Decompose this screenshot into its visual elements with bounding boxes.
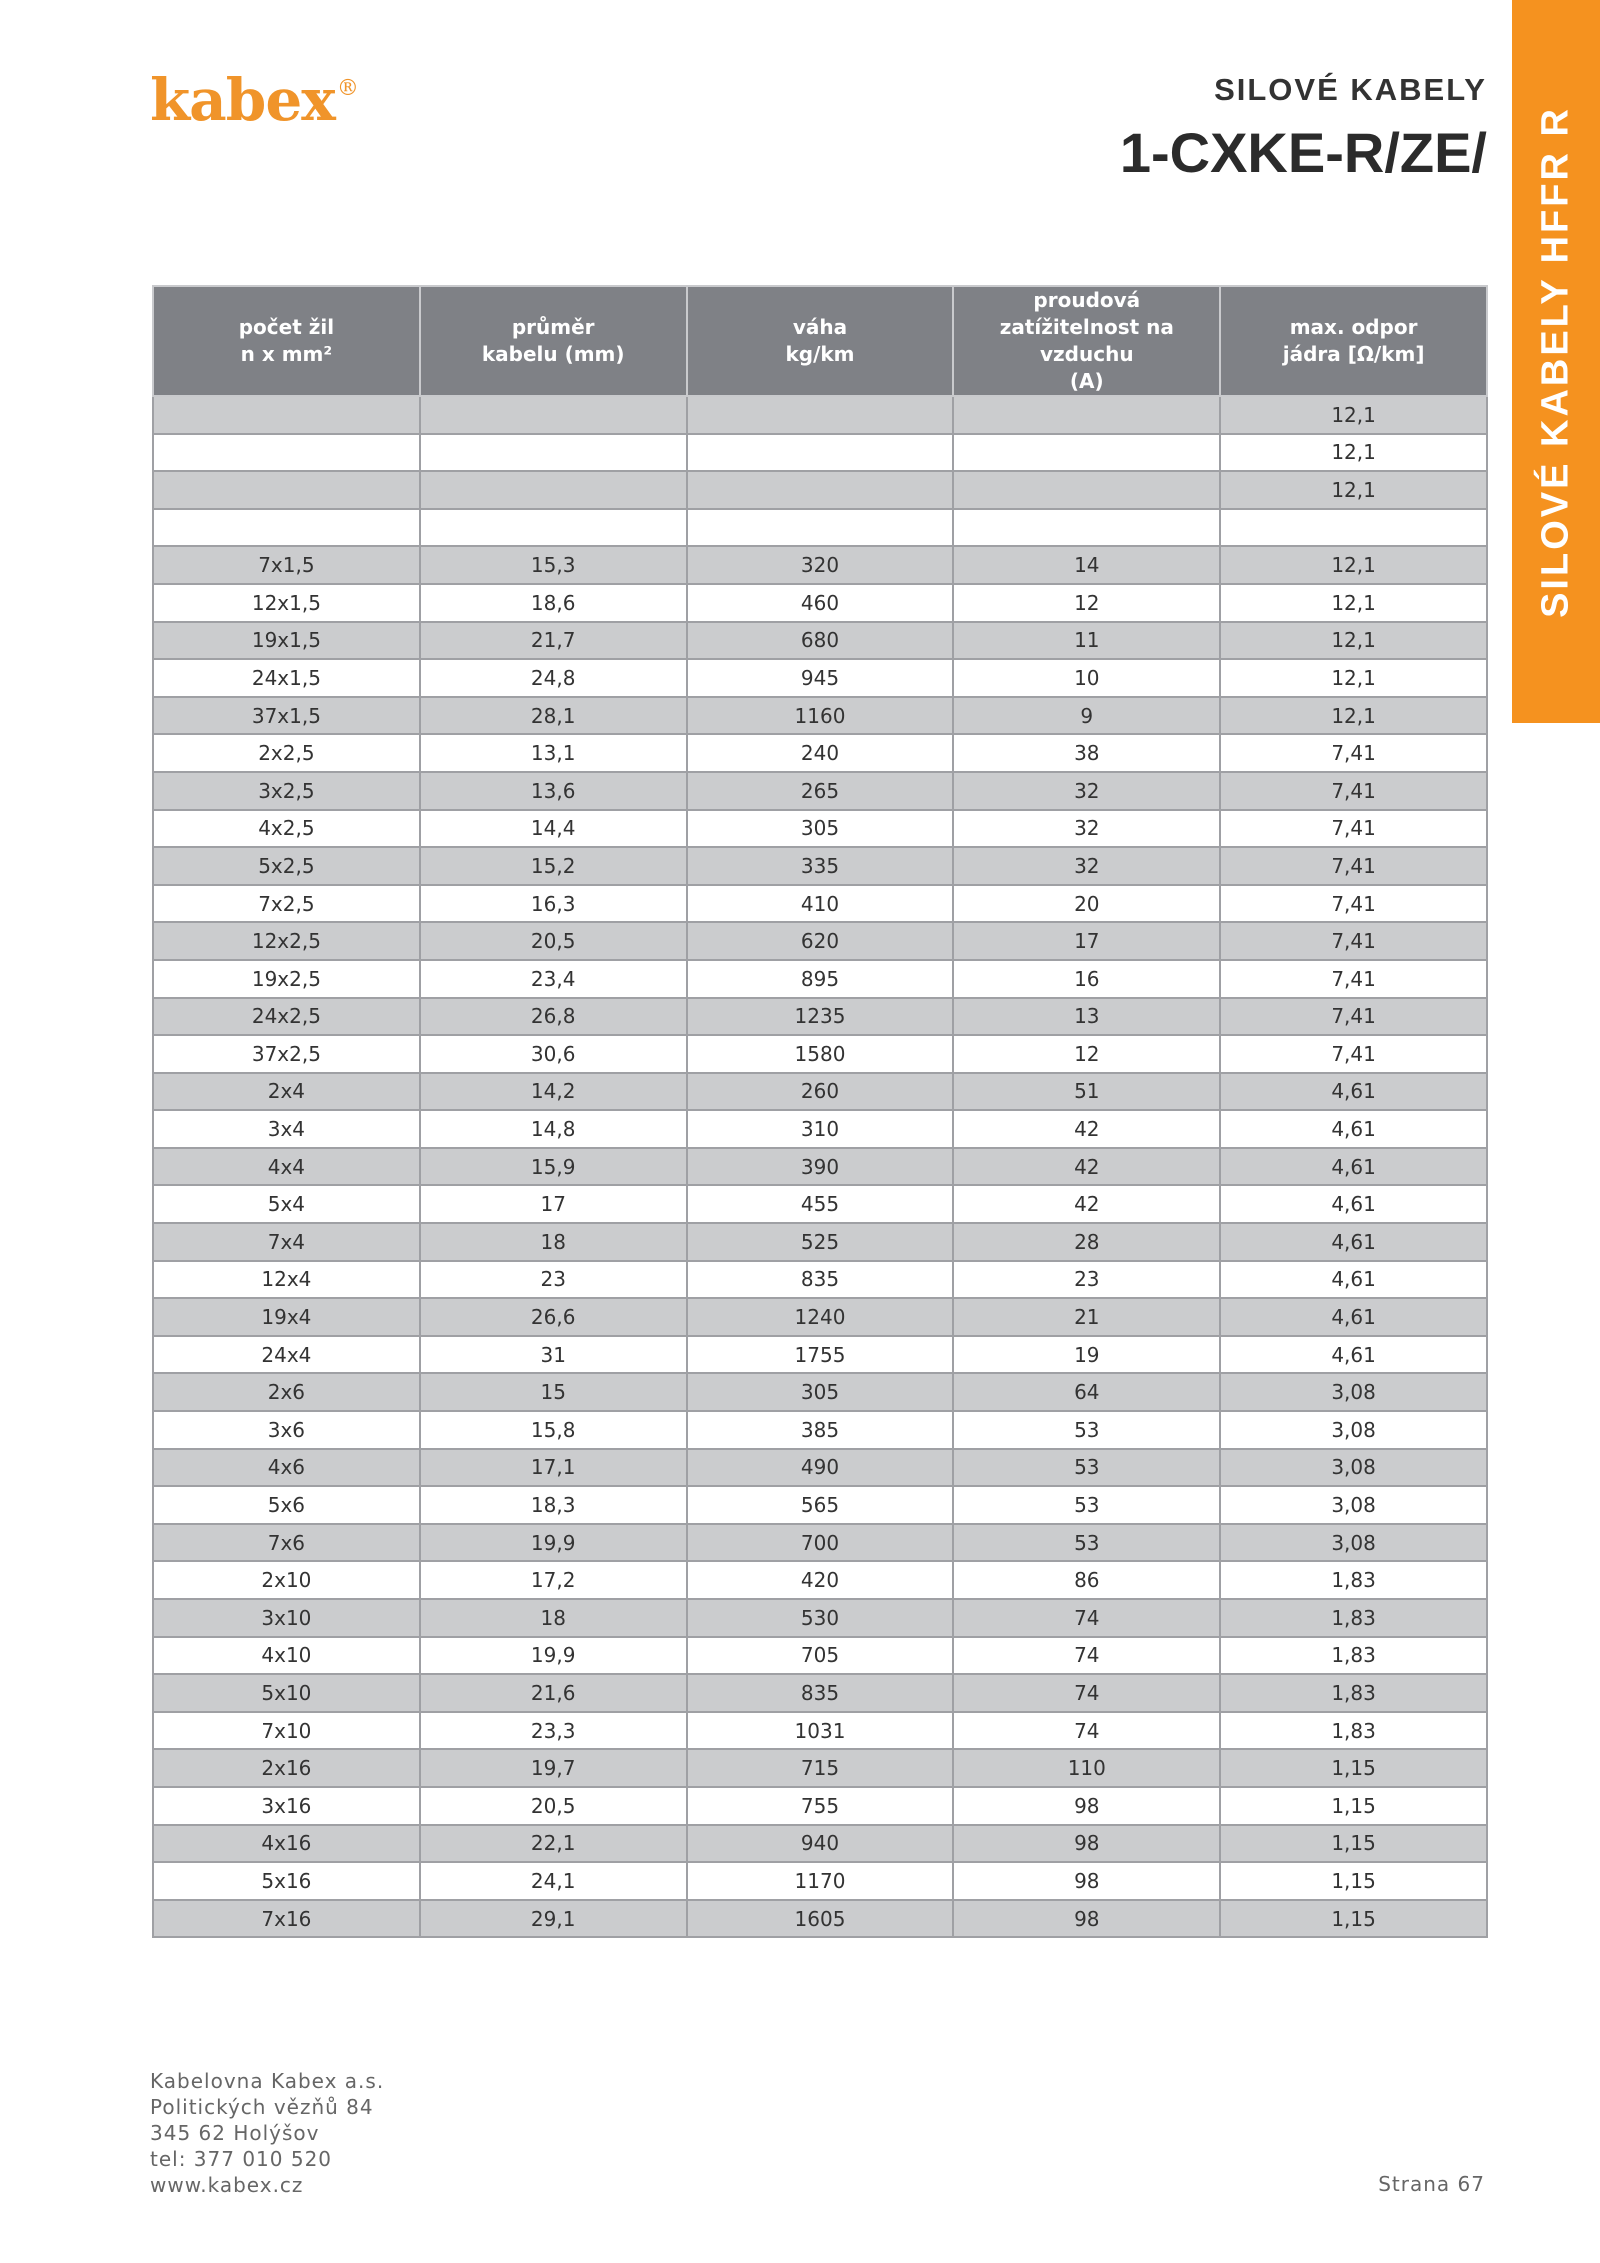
table-row xyxy=(153,1561,1487,1599)
cell-resistance: 4,61 xyxy=(1220,1110,1487,1148)
cell-current: 53 xyxy=(953,1524,1220,1562)
cell-diameter: 15,9 xyxy=(420,1148,687,1186)
table-row xyxy=(153,1449,1487,1487)
cell-current: 23 xyxy=(953,1261,1220,1299)
cell-diameter: 18,6 xyxy=(420,584,687,622)
cell-cores: 2x10 xyxy=(153,1561,420,1599)
cell-weight: 460 xyxy=(687,584,954,622)
cell-cores: 24x4 xyxy=(153,1336,420,1374)
footer-city: 345 62 Holýšov xyxy=(150,2121,320,2145)
cell-resistance: 3,08 xyxy=(1220,1486,1487,1524)
cell-diameter: 18,3 xyxy=(420,1486,687,1524)
table-row xyxy=(153,960,1487,998)
cell-current: 110 xyxy=(953,1749,1220,1787)
header-resistance: max. odpor jádra [Ω/km] xyxy=(1220,286,1487,396)
cell-current: 13 xyxy=(953,998,1220,1036)
cell-weight: 680 xyxy=(687,622,954,660)
cell-resistance: 1,83 xyxy=(1220,1637,1487,1675)
cell-weight: 620 xyxy=(687,922,954,960)
table-header-row xyxy=(153,286,1487,396)
cell-current: 98 xyxy=(953,1825,1220,1863)
cell-weight: 420 xyxy=(687,1561,954,1599)
cell-weight: 1580 xyxy=(687,1035,954,1073)
cell-weight: 260 xyxy=(687,1073,954,1111)
cell-cores: 7x16 xyxy=(153,1900,420,1938)
cell-cores: 7x6 xyxy=(153,1524,420,1562)
cell-diameter: 23 xyxy=(420,1261,687,1299)
header-cores: počet žil n x mm² xyxy=(153,286,420,396)
table-row xyxy=(153,1298,1487,1336)
cell-cores: 24x2,5 xyxy=(153,998,420,1036)
cell-cores: 24x1,5 xyxy=(153,659,420,697)
cell-resistance: 3,08 xyxy=(1220,1449,1487,1487)
cell-cores: 19x4 xyxy=(153,1298,420,1336)
cell-diameter: 21,7 xyxy=(420,622,687,660)
cell-resistance: 12,1 xyxy=(1220,434,1487,472)
cell-cores: 3x2,5 xyxy=(153,772,420,810)
cell-diameter: 19,9 xyxy=(420,1637,687,1675)
cell-weight: 490 xyxy=(687,1449,954,1487)
header-weight: váha kg/km xyxy=(687,286,954,396)
cell-current: 74 xyxy=(953,1637,1220,1675)
cell-weight: 240 xyxy=(687,734,954,772)
cell-resistance: 12,1 xyxy=(1220,396,1487,434)
cell-cores: 37x1,5 xyxy=(153,697,420,735)
footer-phone: tel: 377 010 520 xyxy=(150,2147,333,2171)
cell-diameter: 22,1 xyxy=(420,1825,687,1863)
cell-cores: 5x6 xyxy=(153,1486,420,1524)
cell-resistance: 12,1 xyxy=(1220,584,1487,622)
cell-weight: 755 xyxy=(687,1787,954,1825)
cell-diameter: 18 xyxy=(420,1223,687,1261)
cell-weight xyxy=(687,471,954,509)
cell-resistance: 7,41 xyxy=(1220,960,1487,998)
table-row xyxy=(153,396,1487,434)
cell-resistance: 1,15 xyxy=(1220,1749,1487,1787)
product-title: 1-CXKE-R/ZE/ xyxy=(1119,121,1487,184)
cell-current xyxy=(953,509,1220,547)
cell-current: 32 xyxy=(953,847,1220,885)
cell-cores: 4x6 xyxy=(153,1449,420,1487)
cell-resistance: 7,41 xyxy=(1220,998,1487,1036)
cell-diameter: 13,1 xyxy=(420,734,687,772)
cell-cores: 12x1,5 xyxy=(153,584,420,622)
cell-resistance: 12,1 xyxy=(1220,659,1487,697)
cell-weight: 305 xyxy=(687,810,954,848)
cell-current: 14 xyxy=(953,546,1220,584)
cell-resistance: 12,1 xyxy=(1220,697,1487,735)
cell-cores: 5x4 xyxy=(153,1185,420,1223)
logo-text: kabex xyxy=(150,66,335,134)
cell-cores: 2x6 xyxy=(153,1373,420,1411)
table-row xyxy=(153,1373,1487,1411)
table-row xyxy=(153,1524,1487,1562)
cell-cores: 5x2,5 xyxy=(153,847,420,885)
cell-diameter xyxy=(420,396,687,434)
table-row xyxy=(153,1110,1487,1148)
cell-resistance: 1,15 xyxy=(1220,1862,1487,1900)
table-row xyxy=(153,1073,1487,1111)
cell-current: 86 xyxy=(953,1561,1220,1599)
cell-resistance: 12,1 xyxy=(1220,471,1487,509)
footer-company: Kabelovna Kabex a.s. xyxy=(150,2069,385,2093)
cell-resistance: 7,41 xyxy=(1220,847,1487,885)
cell-weight: 1235 xyxy=(687,998,954,1036)
cell-cores: 19x2,5 xyxy=(153,960,420,998)
cell-current: 17 xyxy=(953,922,1220,960)
cell-weight: 705 xyxy=(687,1637,954,1675)
cell-diameter: 19,7 xyxy=(420,1749,687,1787)
table-row xyxy=(153,659,1487,697)
cell-weight: 1240 xyxy=(687,1298,954,1336)
cell-resistance: 4,61 xyxy=(1220,1298,1487,1336)
cell-resistance: 7,41 xyxy=(1220,922,1487,960)
table-row xyxy=(153,810,1487,848)
cell-diameter: 17,2 xyxy=(420,1561,687,1599)
table-row xyxy=(153,1825,1487,1863)
table-row xyxy=(153,509,1487,547)
cell-current: 74 xyxy=(953,1712,1220,1750)
cell-diameter: 15,2 xyxy=(420,847,687,885)
cell-resistance: 1,15 xyxy=(1220,1825,1487,1863)
cell-weight: 305 xyxy=(687,1373,954,1411)
table-row xyxy=(153,1486,1487,1524)
cell-diameter: 21,6 xyxy=(420,1674,687,1712)
cell-diameter: 16,3 xyxy=(420,885,687,923)
cell-diameter: 14,2 xyxy=(420,1073,687,1111)
cell-resistance xyxy=(1220,509,1487,547)
footer-web[interactable]: www.kabex.cz xyxy=(150,2173,304,2197)
table-row xyxy=(153,471,1487,509)
cell-current: 28 xyxy=(953,1223,1220,1261)
cell-current: 9 xyxy=(953,697,1220,735)
cell-cores xyxy=(153,471,420,509)
table-row xyxy=(153,1712,1487,1750)
side-tab xyxy=(1512,0,1600,723)
table-row xyxy=(153,434,1487,472)
cell-diameter: 23,3 xyxy=(420,1712,687,1750)
cell-weight: 565 xyxy=(687,1486,954,1524)
cell-diameter: 26,6 xyxy=(420,1298,687,1336)
cell-diameter: 31 xyxy=(420,1336,687,1374)
table-row xyxy=(153,1035,1487,1073)
cell-resistance: 1,15 xyxy=(1220,1900,1487,1938)
cell-diameter: 15,3 xyxy=(420,546,687,584)
cell-diameter: 17,1 xyxy=(420,1449,687,1487)
cell-resistance: 4,61 xyxy=(1220,1261,1487,1299)
cell-resistance: 7,41 xyxy=(1220,772,1487,810)
cell-weight xyxy=(687,434,954,472)
cell-diameter xyxy=(420,471,687,509)
cell-cores: 7x2,5 xyxy=(153,885,420,923)
table-row xyxy=(153,998,1487,1036)
cell-cores: 4x4 xyxy=(153,1148,420,1186)
cell-diameter: 26,8 xyxy=(420,998,687,1036)
cell-diameter: 15 xyxy=(420,1373,687,1411)
cell-weight: 835 xyxy=(687,1674,954,1712)
cell-resistance: 1,83 xyxy=(1220,1712,1487,1750)
cell-current: 12 xyxy=(953,584,1220,622)
cell-current: 11 xyxy=(953,622,1220,660)
cell-resistance: 7,41 xyxy=(1220,885,1487,923)
cell-cores: 3x10 xyxy=(153,1599,420,1637)
table-row xyxy=(153,546,1487,584)
table-row xyxy=(153,1674,1487,1712)
registered-mark: ® xyxy=(336,76,358,101)
cell-diameter: 28,1 xyxy=(420,697,687,735)
cell-weight: 335 xyxy=(687,847,954,885)
cell-current xyxy=(953,396,1220,434)
cell-resistance: 1,15 xyxy=(1220,1787,1487,1825)
cell-cores: 12x4 xyxy=(153,1261,420,1299)
cell-cores: 5x10 xyxy=(153,1674,420,1712)
cell-resistance: 7,41 xyxy=(1220,734,1487,772)
cell-weight: 835 xyxy=(687,1261,954,1299)
table-row xyxy=(153,734,1487,772)
category-heading: SILOVÉ KABELY xyxy=(1214,72,1487,107)
cell-resistance: 3,08 xyxy=(1220,1373,1487,1411)
cell-weight: 895 xyxy=(687,960,954,998)
cell-diameter: 19,9 xyxy=(420,1524,687,1562)
table-row xyxy=(153,1749,1487,1787)
cell-cores: 4x16 xyxy=(153,1825,420,1863)
cell-current: 38 xyxy=(953,734,1220,772)
cell-cores: 2x4 xyxy=(153,1073,420,1111)
cell-diameter: 17 xyxy=(420,1185,687,1223)
cell-current: 16 xyxy=(953,960,1220,998)
cell-diameter: 14,8 xyxy=(420,1110,687,1148)
footer-street: Politických vězňů 84 xyxy=(150,2095,374,2119)
cell-weight: 385 xyxy=(687,1411,954,1449)
cell-current: 12 xyxy=(953,1035,1220,1073)
cell-cores: 5x16 xyxy=(153,1862,420,1900)
table-row xyxy=(153,1223,1487,1261)
cell-weight: 1031 xyxy=(687,1712,954,1750)
cell-diameter: 23,4 xyxy=(420,960,687,998)
table-row xyxy=(153,1900,1487,1938)
header-diameter: průměr kabelu (mm) xyxy=(420,286,687,396)
cell-current: 98 xyxy=(953,1862,1220,1900)
cell-weight: 1755 xyxy=(687,1336,954,1374)
cell-weight: 525 xyxy=(687,1223,954,1261)
cell-cores: 19x1,5 xyxy=(153,622,420,660)
cell-resistance: 3,08 xyxy=(1220,1524,1487,1562)
cell-cores: 7x10 xyxy=(153,1712,420,1750)
cell-diameter: 13,6 xyxy=(420,772,687,810)
cell-weight: 265 xyxy=(687,772,954,810)
cell-cores xyxy=(153,434,420,472)
cell-weight: 715 xyxy=(687,1749,954,1787)
cell-weight xyxy=(687,396,954,434)
table-row xyxy=(153,584,1487,622)
table-row xyxy=(153,622,1487,660)
table-row xyxy=(153,1148,1487,1186)
cell-diameter: 20,5 xyxy=(420,1787,687,1825)
cell-cores: 3x6 xyxy=(153,1411,420,1449)
cell-weight xyxy=(687,509,954,547)
cell-diameter: 18 xyxy=(420,1599,687,1637)
cell-cores: 7x1,5 xyxy=(153,546,420,584)
cell-cores xyxy=(153,509,420,547)
cell-resistance: 4,61 xyxy=(1220,1336,1487,1374)
cell-diameter: 24,1 xyxy=(420,1862,687,1900)
footer-address xyxy=(150,2068,384,2198)
cell-resistance: 7,41 xyxy=(1220,810,1487,848)
cell-resistance: 12,1 xyxy=(1220,546,1487,584)
cell-diameter: 30,6 xyxy=(420,1035,687,1073)
side-tab-label: SILOVÉ KABELY HFFR R xyxy=(1534,105,1577,618)
cell-current: 53 xyxy=(953,1486,1220,1524)
cell-current: 42 xyxy=(953,1110,1220,1148)
table-row xyxy=(153,697,1487,735)
cell-diameter xyxy=(420,434,687,472)
cell-current: 10 xyxy=(953,659,1220,697)
table-row xyxy=(153,1599,1487,1637)
table-row xyxy=(153,847,1487,885)
cell-diameter: 15,8 xyxy=(420,1411,687,1449)
cell-weight: 455 xyxy=(687,1185,954,1223)
cell-weight: 1160 xyxy=(687,697,954,735)
cell-cores: 12x2,5 xyxy=(153,922,420,960)
cell-resistance: 4,61 xyxy=(1220,1223,1487,1261)
cell-weight: 940 xyxy=(687,1825,954,1863)
cell-weight: 1605 xyxy=(687,1900,954,1938)
cell-current: 21 xyxy=(953,1298,1220,1336)
cell-resistance: 7,41 xyxy=(1220,1035,1487,1073)
cell-weight: 410 xyxy=(687,885,954,923)
cell-current: 53 xyxy=(953,1411,1220,1449)
cell-current: 19 xyxy=(953,1336,1220,1374)
table-row xyxy=(153,1787,1487,1825)
cell-weight: 1170 xyxy=(687,1862,954,1900)
cell-cores: 2x2,5 xyxy=(153,734,420,772)
cell-current xyxy=(953,434,1220,472)
cell-diameter: 14,4 xyxy=(420,810,687,848)
header-current: proudová zatížitelnost na vzduchu (A) xyxy=(953,286,1220,396)
cell-resistance: 4,61 xyxy=(1220,1148,1487,1186)
cell-resistance: 4,61 xyxy=(1220,1073,1487,1111)
kabex-logo xyxy=(150,66,358,134)
cell-cores: 4x10 xyxy=(153,1637,420,1675)
cell-weight: 390 xyxy=(687,1148,954,1186)
cell-current: 42 xyxy=(953,1185,1220,1223)
cell-cores: 3x16 xyxy=(153,1787,420,1825)
cell-weight: 700 xyxy=(687,1524,954,1562)
cell-cores: 4x2,5 xyxy=(153,810,420,848)
cell-current: 74 xyxy=(953,1599,1220,1637)
table-row xyxy=(153,1411,1487,1449)
cell-current: 51 xyxy=(953,1073,1220,1111)
cell-current: 74 xyxy=(953,1674,1220,1712)
cell-cores: 2x16 xyxy=(153,1749,420,1787)
table-row xyxy=(153,1185,1487,1223)
cell-diameter: 29,1 xyxy=(420,1900,687,1938)
table-row xyxy=(153,1862,1487,1900)
spec-table xyxy=(152,285,1488,1938)
cell-current: 32 xyxy=(953,772,1220,810)
cell-current: 32 xyxy=(953,810,1220,848)
cell-resistance: 12,1 xyxy=(1220,622,1487,660)
table-row xyxy=(153,772,1487,810)
cell-resistance: 1,83 xyxy=(1220,1599,1487,1637)
cell-resistance: 1,83 xyxy=(1220,1561,1487,1599)
cell-cores: 7x4 xyxy=(153,1223,420,1261)
cell-current xyxy=(953,471,1220,509)
cell-weight: 530 xyxy=(687,1599,954,1637)
cell-current: 53 xyxy=(953,1449,1220,1487)
cell-current: 98 xyxy=(953,1787,1220,1825)
page-number: Strana 67 xyxy=(1378,2172,1485,2196)
cell-cores xyxy=(153,396,420,434)
cell-resistance: 1,83 xyxy=(1220,1674,1487,1712)
cell-diameter: 20,5 xyxy=(420,922,687,960)
cell-cores: 3x4 xyxy=(153,1110,420,1148)
cell-current: 98 xyxy=(953,1900,1220,1938)
table-row xyxy=(153,1336,1487,1374)
cell-weight: 320 xyxy=(687,546,954,584)
cell-current: 42 xyxy=(953,1148,1220,1186)
table-row xyxy=(153,1261,1487,1299)
cell-weight: 945 xyxy=(687,659,954,697)
table-row xyxy=(153,1637,1487,1675)
cell-diameter xyxy=(420,509,687,547)
cell-cores: 37x2,5 xyxy=(153,1035,420,1073)
cell-resistance: 4,61 xyxy=(1220,1185,1487,1223)
cell-diameter: 24,8 xyxy=(420,659,687,697)
cell-resistance: 3,08 xyxy=(1220,1411,1487,1449)
cell-current: 64 xyxy=(953,1373,1220,1411)
cell-weight: 310 xyxy=(687,1110,954,1148)
table-row xyxy=(153,885,1487,923)
cell-current: 20 xyxy=(953,885,1220,923)
table-row xyxy=(153,922,1487,960)
